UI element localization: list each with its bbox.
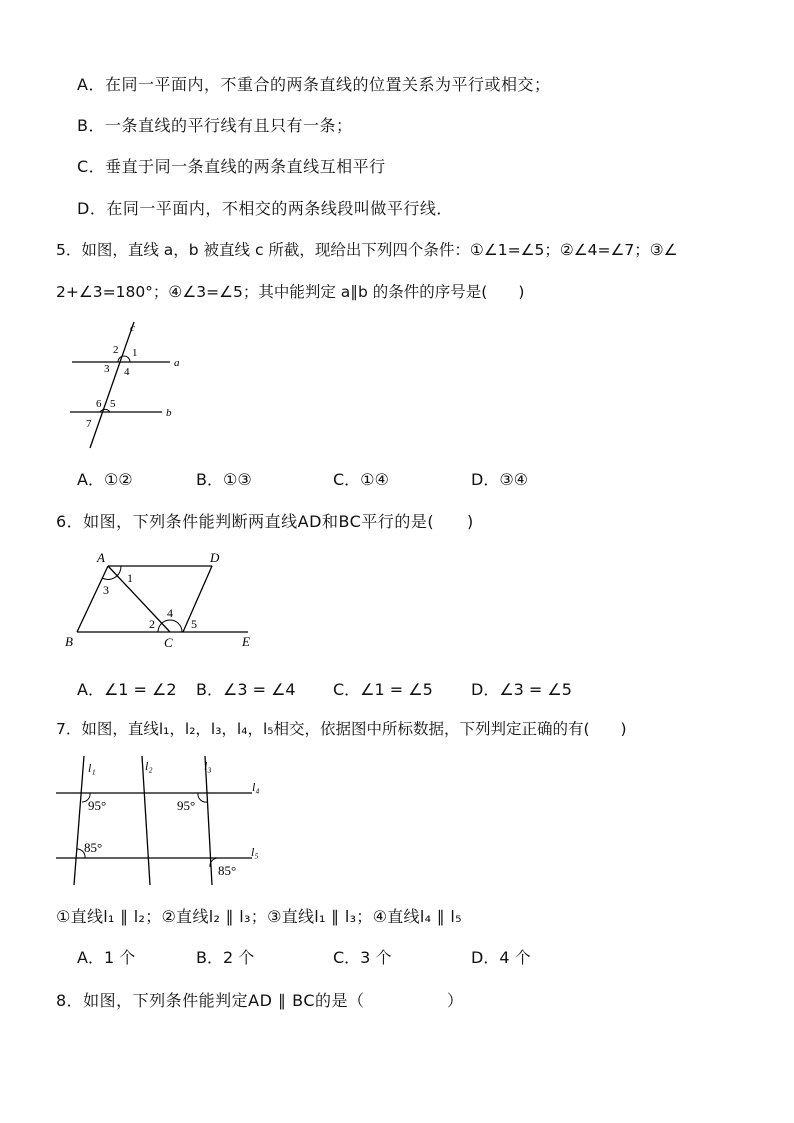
angle-label-3: 3 [104, 363, 110, 375]
q5-figure [62, 318, 192, 453]
q6-stem: 6．如图，下列条件能判断两直线AD和BC平行的是( ) [56, 512, 474, 531]
angle-label-1: 1 [132, 347, 138, 359]
q8-stem: 8．如图，下列条件能判定AD ∥ BC的是（ ） [56, 991, 464, 1010]
q7-option-b: B．2 个 [196, 948, 255, 967]
point-d-label: D [210, 550, 220, 565]
label-l4: l₄ [252, 780, 260, 794]
q7-statements: ①直线l₁ ∥ l₂；②直线l₂ ∥ l₃；③直线l₁ ∥ l₃；④直线l₄ ∥ l₅ [56, 907, 462, 926]
angle-label-6: 6 [96, 398, 102, 410]
q4-option-c: C．垂直于同一条直线的两条直线互相平行 [77, 157, 386, 176]
line-l2 [142, 756, 150, 885]
label-l5: l₅ [251, 845, 259, 859]
label-l3: l₃ [204, 759, 212, 773]
line-l3 [205, 756, 212, 885]
q6-option-d: D．∠3 = ∠5 [471, 680, 572, 699]
q6-option-a: A．∠1 = ∠2 [77, 680, 177, 699]
line-c [90, 322, 134, 448]
angle-95-right: 95° [177, 798, 196, 813]
label-b: b [166, 407, 172, 419]
q4-option-d: D．在同一平面内，不相交的两条线段叫做平行线． [77, 199, 453, 218]
angle-arc-95-right [198, 793, 207, 802]
q5-option-c: C．①④ [333, 470, 389, 489]
line-l1 [74, 756, 84, 885]
angle-85-right: 85° [218, 863, 237, 878]
point-e-label: E [242, 634, 250, 649]
q5-option-b: B．①③ [196, 470, 252, 489]
point-c-label: C [164, 635, 173, 650]
angle-label-4: 4 [124, 366, 130, 378]
q6-option-c: C．∠1 = ∠5 [333, 680, 433, 699]
q5-stem-line1: 5．如图，直线 a，b 被直线 c 所截，现给出下列四个条件：①∠1=∠5；②∠4=∠7；③∠ [56, 241, 678, 259]
q6-figure [60, 545, 270, 655]
q7-option-c: C．3 个 [333, 948, 392, 967]
angle-label-7: 7 [86, 418, 92, 430]
segment-ab [77, 566, 108, 632]
angle-label-2: 2 [149, 617, 155, 631]
q7-option-d: D．4 个 [471, 948, 531, 967]
angle-label-4: 4 [167, 606, 173, 620]
q4-option-b: B．一条直线的平行线有且只有一条； [77, 116, 353, 135]
angle-label-3: 3 [103, 583, 109, 597]
angle-arc-c [158, 620, 182, 632]
point-b-label: B [65, 634, 73, 649]
angle-95-left: 95° [88, 798, 107, 813]
angle-label-2: 2 [113, 344, 119, 356]
q7-figure [52, 748, 272, 893]
angle-label-5: 5 [110, 398, 116, 410]
q7-option-a: A．1 个 [77, 948, 136, 967]
label-c: c [130, 322, 135, 334]
q6-option-b: B．∠3 = ∠4 [196, 680, 296, 699]
q5-option-d: D．③④ [471, 470, 529, 489]
angle-85-left: 85° [84, 840, 103, 855]
q5-option-a: A．①② [77, 470, 133, 489]
angle-label-5: 5 [191, 617, 197, 631]
label-l2: l₂ [145, 759, 153, 773]
segment-dc [183, 566, 212, 632]
q4-option-a: A．在同一平面内，不重合的两条直线的位置关系为平行或相交； [77, 75, 551, 94]
q5-stem-line2: 2+∠3=180°；④∠3=∠5；其中能判定 a∥b 的条件的序号是( ) [56, 283, 525, 301]
label-a: a [174, 357, 180, 369]
point-a-label: A [97, 550, 105, 565]
label-l1: l₁ [88, 761, 96, 775]
angle-label-1: 1 [127, 571, 133, 585]
q7-stem: 7．如图，直线l₁，l₂，l₃，l₄，l₅相交，依据图中所标数据，下列判定正确的有( ) [56, 720, 627, 738]
